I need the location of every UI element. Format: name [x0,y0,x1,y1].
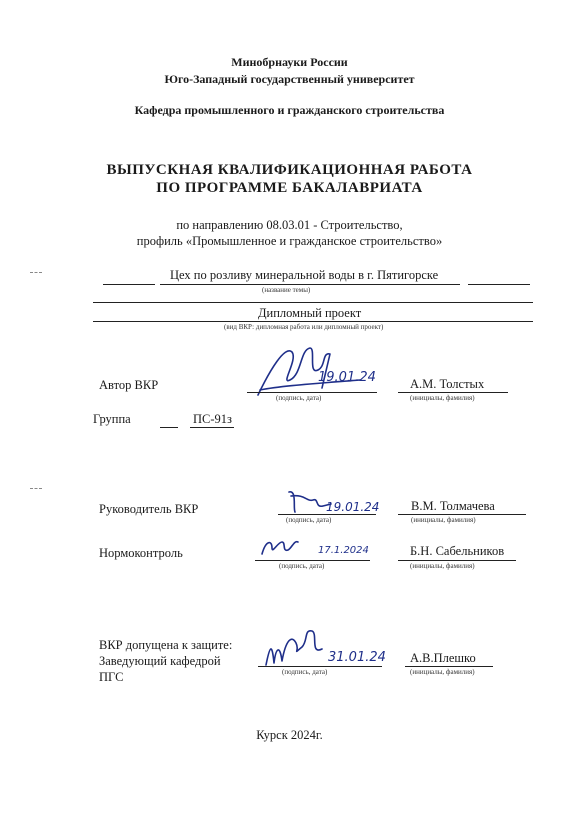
supervisor-name-line [398,514,526,515]
supervisor-label: Руководитель ВКР [99,502,199,516]
margin-mark [30,272,42,273]
work-type-caption: (вид ВКР: дипломная работа или дипломный проект) [224,323,384,331]
author-sign-line [247,392,377,393]
author-sign-caption: (подпись, дата) [276,394,322,402]
normcontrol-name-caption: (инициалы, фамилия) [410,562,475,570]
topic-underline-right [468,284,530,285]
normcontrol-sign-caption: (подпись, дата) [279,562,325,570]
group-underline [190,427,234,428]
head-signature-date: 31.01.24 [328,650,386,665]
normcontrol-name-line [398,560,516,561]
group-label: Группа [93,412,131,426]
admission-line2: Заведующий кафедрой [99,654,221,668]
head-sign-line [258,666,382,667]
normcontrol-sign-line [255,560,370,561]
city-year: Курск 2024г. [256,728,323,742]
admission-line3: ПГС [99,670,124,684]
supervisor-sign-caption: (подпись, дата) [286,516,332,524]
department-name: Кафедра промышленного и гражданского строительства [134,103,445,117]
document-title-line2: ПО ПРОГРАММЕ БАКАЛАВРИАТА [156,180,423,196]
admission-line1: ВКР допущена к защите: [99,638,233,652]
supervisor-name: В.М. Толмачева [411,499,495,513]
topic-text: Цех по розливу минеральной воды в г. Пятигорске [170,268,439,282]
author-label: Автор ВКР [99,378,159,392]
topic-underline-left [103,284,155,285]
university-name: Юго-Западный государственный университет [164,72,415,86]
topic-underline [160,284,460,285]
author-signature-date: 19.01.24 [318,370,376,385]
supervisor-name-caption: (инициалы, фамилия) [411,516,476,524]
group-underline-left [160,427,178,428]
head-name-line [405,666,493,667]
author-name-line [398,392,508,393]
direction-line2: профиль «Промышленное и гражданское строительство» [136,234,443,248]
normcontrol-signature [260,536,300,560]
normcontrol-name: Б.Н. Сабельников [410,544,505,558]
direction-line1: по направлению 08.03.01 - Строительство, [176,218,403,232]
work-type-text: Дипломный проект [258,306,362,320]
work-type-underline [93,321,533,322]
normcontrol-label: Нормоконтроль [99,546,183,560]
supervisor-sign-line [278,514,376,515]
ministry-name: Минобрнауки России [231,55,348,69]
author-name-caption: (инициалы, фамилия) [410,394,475,402]
topic-extra-line [93,302,533,303]
head-sign-caption: (подпись, дата) [282,668,328,676]
group-value: ПС-91з [193,412,232,426]
document-title-line1: ВЫПУСКНАЯ КВАЛИФИКАЦИОННАЯ РАБОТА [106,162,473,178]
head-signature [262,625,332,671]
author-name: А.М. Толстых [410,377,485,391]
head-name: А.В.Плешко [410,651,476,665]
topic-caption: (название темы) [262,286,311,294]
normcontrol-signature-date: 17.1.2024 [318,545,369,556]
supervisor-signature-date: 19.01.24 [326,500,380,514]
head-name-caption: (инициалы, фамилия) [410,668,475,676]
margin-mark [30,488,42,489]
